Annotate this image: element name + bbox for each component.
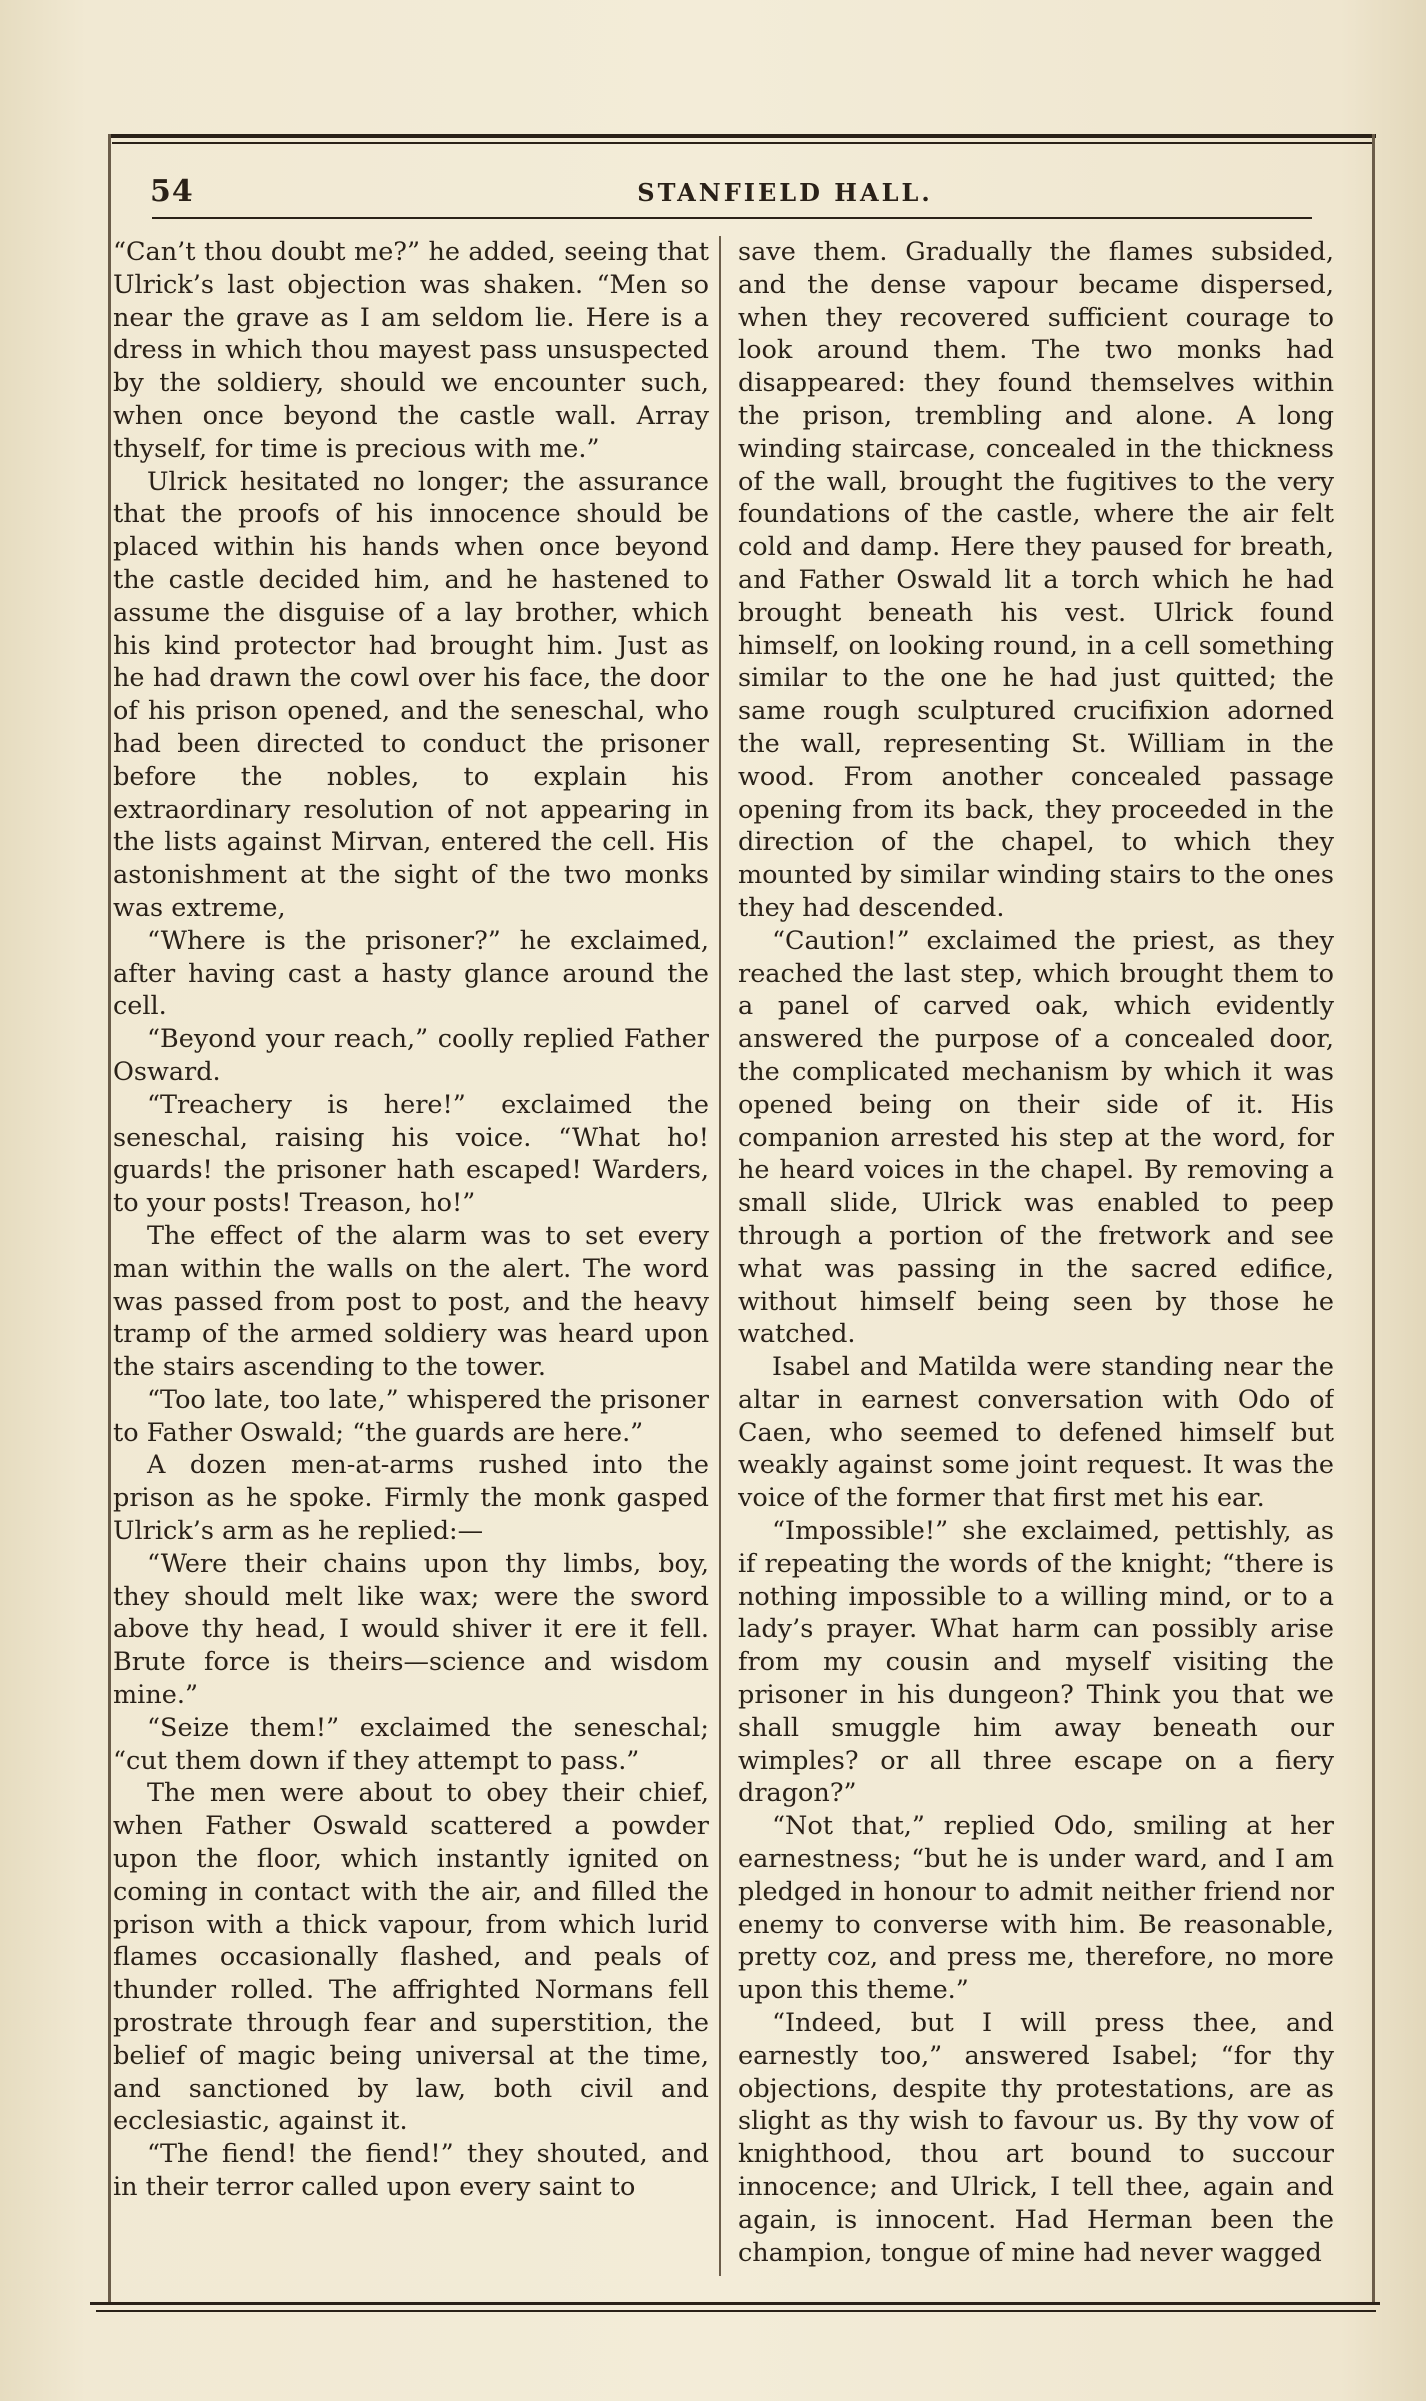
paragraph: save them. Gradually the flames subsided, and the dense vapour became dispersed, when they recovered sufficient courage to look around them. The two monks had disappeared: they found themselves within the prison, trembling and alone. A long winding staircase, concealed in the thickness of the wall, brought the fugitives to the very foundations of the castle, where the air felt cold and damp. Here they paused for breath, and Father Oswald lit a torch which he had brought beneath his vest. Ulrick found himself, on looking round, in a cell something similar to the one he had just quitted; the same rough sculptured crucifixion adorned the wall, representing St. William in the wood. From another concealed passage opening from its back, they proceeded in the direction of the chapel, to which they mounted by similar winding stairs to the ones they had descended. — [738, 237, 1334, 923]
paragraph: Isabel and Matilda were standing near the altar in earnest conversation with Odo of Caen, who seemed to defened himself but weakly against some joint request. It was the voice of the former that first met his ear. — [738, 1352, 1334, 1514]
right-border-rule — [1372, 134, 1375, 2304]
paragraph: “Beyond your reach,” coolly replied Father Osward. — [113, 1024, 709, 1087]
top-border-rule-thin — [112, 142, 1374, 144]
running-title: STANFIELD HALL. — [637, 178, 933, 207]
paragraph: “Impossible!” she exclaimed, pettishly, as if repeating the words of the knight; “there is nothing impossible to a willing mind, or to a lady’s prayer. What harm can possibly arise from my cousin and myself visiting the prisoner in his dungeon? Think you that we shall smuggle him away beneath our wimples? or all three escape on a fiery dragon?” — [738, 1516, 1334, 1809]
paragraph: The effect of the alarm was to set every man within the walls on the alert. The word was passed from post to post, and the heavy tramp of the armed soldiery was heard upon the stairs ascending to the tower. — [113, 1220, 709, 1383]
page-header — [150, 174, 1320, 214]
header-rule — [152, 217, 1312, 219]
paragraph: “Not that,” replied Odo, smiling at her earnestness; “but he is under ward, and I am pledged in honour to admit neither friend nor enemy to converse with him. Be reasonable, pretty coz, and press me, therefore, no more upon this theme.” — [738, 1811, 1334, 2006]
paragraph: “Caution!” exclaimed the priest, as they reached the last step, which brought them to a panel of carved oak, which evidently answered the purpose of a concealed door, the complicated mechanism by which it was opened being on their side of it. His companion arrested his step at the word, for he heard voices in the chapel. By removing a small slide, Ulrick was enabled to peep through a portion of the fretwork and see what was passing in the sacred edifice, without himself being seen by those he watched. — [738, 925, 1334, 1350]
paragraph: A dozen men-at-arms rushed into the prison as he spoke. Firmly the monk gasped Ulrick’s arm as he replied:— — [113, 1450, 709, 1547]
paragraph: “Where is the prisoner?” he exclaimed, after having cast a hasty glance around the cell. — [113, 925, 709, 1022]
paragraph: “Indeed, but I will press thee, and earnestly too,” answered Isabel; “for thy objections, despite thy protestations, are as slight as thy wish to favour us. By thy vow of knighthood, thou art bound to succour innocence; and Ulrick, I tell thee, again and again, is innocent. Had Herman been the champion, tongue of mine had never wagged — [738, 2008, 1334, 2268]
left-border-rule — [108, 134, 111, 2304]
paragraph: “Were their chains upon thy limbs, boy, they should melt like wax; were the sword above thy head, I would shiver it ere it fell. Brute force is theirs—science and wisdom mine.” — [113, 1548, 709, 1711]
bottom-border-rule-thin — [96, 2310, 1376, 2312]
top-border-rule — [108, 134, 1376, 138]
paragraph: “Can’t thou doubt me?” he added, seeing that Ulrick’s last objection was shaken. “Men so near the grave as I am seldom lie. Here is a dress in which thou mayest pass unsuspected by the soldiery, should we encounter such, when once beyond the castle wall. Array thyself, for time is precious with me.” — [113, 237, 709, 464]
left-column — [113, 236, 709, 2276]
paragraph: The men were about to obey their chief, when Father Oswald scattered a powder upon the floor, which instantly ignited on coming in contact with the air, and filled the prison with a thick vapour, from which lurid flames occasionally flashed, and peals of thunder rolled. The affrighted Normans fell prostrate through fear and superstition, the belief of magic being universal at the time, and sanctioned by law, both civil and ecclesiastic, against it. — [113, 1778, 709, 2137]
paragraph: “The fiend! the fiend!” they shouted, and in their terror called upon every saint to — [113, 2139, 709, 2203]
paragraph: “Seize them!” exclaimed the seneschal; “cut them down if they attempt to pass.” — [113, 1712, 709, 1776]
paragraph: “Too late, too late,” whispered the prisoner to Father Oswald; “the guards are here.” — [113, 1384, 709, 1448]
bottom-border-rule — [90, 2302, 1380, 2305]
right-column — [738, 236, 1334, 2276]
column-divider — [719, 236, 721, 2276]
paragraph: “Treachery is here!” exclaimed the seneschal, raising his voice. “What ho! guards! the prisoner hath escaped! Warders, to your posts! Treason, ho!” — [113, 1089, 709, 1219]
page-number: 54 — [150, 174, 194, 209]
paragraph: Ulrick hesitated no longer; the assurance that the proofs of his innocence should be placed within his hands when once beyond the castle decided him, and he hastened to assume the disguise of a lay brother, which his kind protector had brought him. Just as he had drawn the cowl over his face, the door of his prison opened, and the seneschal, who had been directed to conduct the prisoner before the nobles, to explain his extraordinary resolution of not appearing in the lists against Mirvan, entered the cell. His astonishment at the sight of the two monks was extreme, — [113, 466, 709, 923]
